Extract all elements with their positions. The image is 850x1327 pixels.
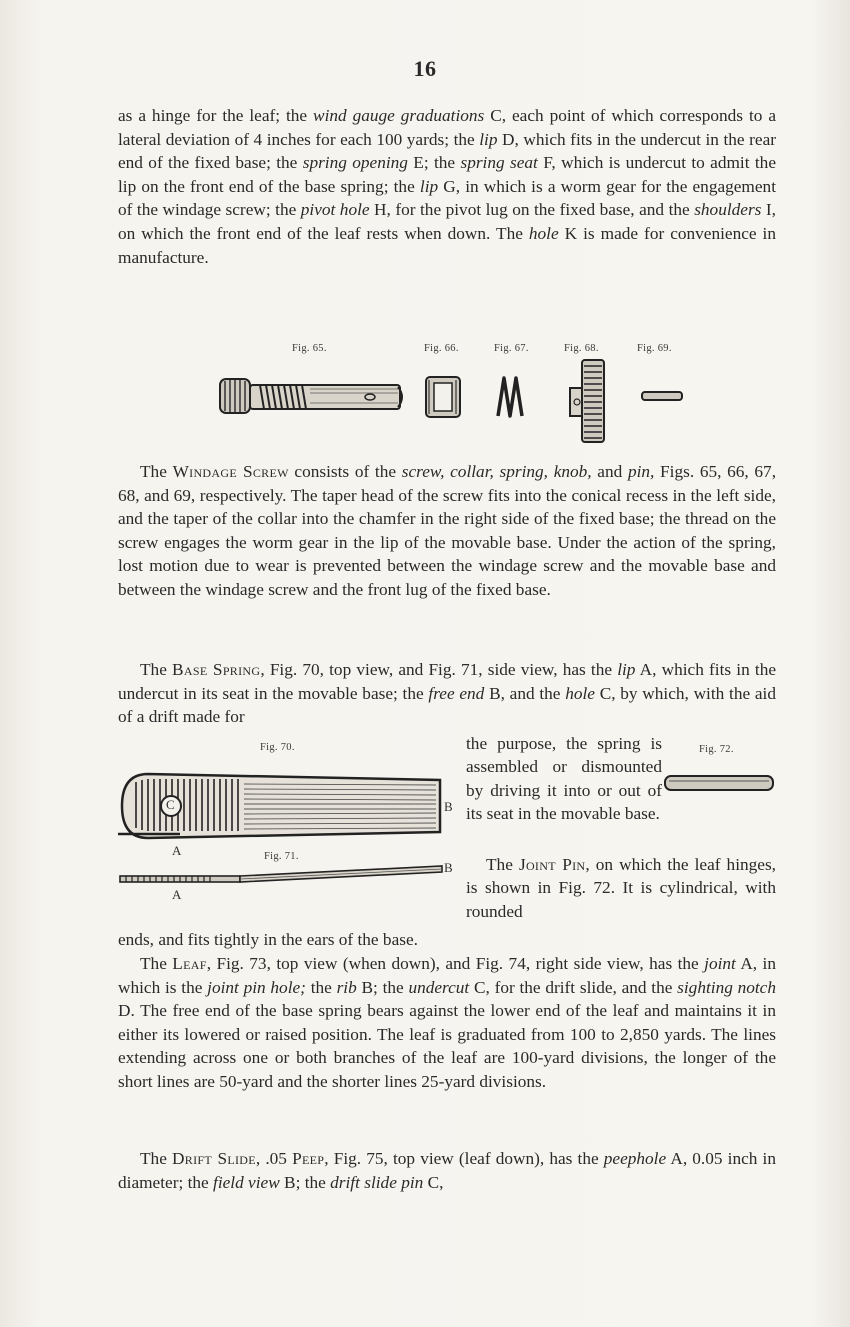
- paragraph-joint-pin-continued: ends, and fits tightly in the ears of the base.: [118, 930, 418, 949]
- italic-term: lip: [419, 176, 439, 196]
- italic-term: hole: [565, 683, 595, 703]
- italic-term: spring opening: [302, 153, 408, 173]
- caption-fig-65: Fig. 65.: [292, 343, 327, 354]
- italic-term: pivot hole: [300, 200, 370, 220]
- base-spring-side-view-illustration: [118, 862, 450, 888]
- pin-illustration: [640, 390, 686, 404]
- label-b-side: B: [444, 860, 453, 875]
- text-run: G, in which is a worm gear for the engagement of the windage screw; the: [118, 176, 776, 220]
- text-run: F, which is undercut to admit the lip on the front end of the base spring; the: [118, 153, 776, 196]
- caption-fig-70: Fig. 70.: [260, 742, 295, 753]
- small-caps-term: Drift Slide: [172, 1149, 256, 1168]
- text-run: The: [486, 855, 519, 874]
- small-caps-term: Windage Screw: [172, 462, 289, 481]
- text-run: consists of the: [288, 462, 402, 481]
- text-run: and: [591, 462, 628, 481]
- caption-fig-72: Fig. 72.: [699, 744, 734, 755]
- caption-fig-68: Fig. 68.: [564, 343, 599, 354]
- text-run: D, which fits in the undercut in the rear end of the fixed base; the: [118, 129, 776, 173]
- italic-term: joint pin hole;: [207, 977, 306, 997]
- knob-illustration: [568, 358, 608, 444]
- italic-term: hole: [528, 223, 559, 243]
- text-run: H, for the pivot lug on the fixed base, and the: [369, 200, 695, 220]
- paragraph-movable-base: [118, 104, 776, 269]
- text-run: B; the: [356, 977, 409, 997]
- text-run: , Fig. 70, top view, and Fig. 71, side view, has the: [260, 660, 618, 679]
- text-run: A, which fits in the undercut in its seat in the movable base; the: [118, 660, 777, 703]
- joint-pin-illustration: [663, 772, 777, 794]
- italic-term: spring seat: [460, 153, 538, 173]
- paragraph-leaf: [118, 952, 776, 1094]
- italic-term: lip: [479, 129, 498, 149]
- small-caps-term: Leaf: [172, 954, 207, 973]
- text-run: C, each point of which corresponds to a lateral deviation of 4 inches for each 100 yards; the: [118, 106, 776, 149]
- text-run: K is made for convenience in manufacture.: [118, 223, 776, 267]
- text-run: , Fig. 75, top view (leaf down), has the: [324, 1149, 604, 1168]
- collar-illustration: [424, 374, 464, 420]
- italic-term: screw, collar, spring, knob,: [401, 462, 592, 481]
- text-run: The: [140, 954, 173, 973]
- text-run: , Fig. 73, top view (when down), and Fig. 74, right side view, has the: [206, 954, 705, 973]
- caption-fig-69: Fig. 69.: [637, 343, 672, 354]
- text-run: Figs. 65, 66, 67, 68, and 69, respectively. The taper head of the screw fits into the conical recess in the left side, and the taper of the collar into the chamfer in the right side of the fixed base; the thread on the screw engages the worm gear in the lip of the movable base. Under the action of the spring, lost motion due to wear is prevented between the windage screw and the movable base and between the windage screw and the front lug of the fixed base.: [118, 462, 777, 599]
- text-run: C, by which, with the aid of a drift made for: [118, 683, 776, 727]
- windage-screw-illustration: [220, 375, 404, 419]
- small-caps-term: Base Spring: [172, 660, 261, 679]
- text-run: the: [305, 977, 337, 997]
- label-a-side: A: [172, 887, 182, 902]
- text-run: E; the: [407, 153, 461, 173]
- side-text-spring: the purpose, the spring is assembled or dismounted by driving it into or out of its seat in the movable base.: [466, 734, 662, 824]
- page-number: 16: [413, 56, 437, 81]
- side-text-joint-pin: [466, 853, 776, 923]
- small-caps-term: Peep: [292, 1149, 325, 1168]
- text-run: A, 0.05 inch in diameter; the: [118, 1149, 777, 1192]
- small-caps-term: Joint Pin: [518, 855, 586, 874]
- italic-term: wind gauge graduations: [313, 106, 485, 125]
- spring-illustration: [494, 374, 528, 420]
- text-run: as a hinge for the leaf; the: [118, 106, 314, 125]
- text-run: D. The free end of the base spring bears against the lower end of the leaf and maintains it in either its lowered or raised position. The leaf is graduated from 100 to 2,850 yards. The lines extending across one or both branches of the leaf are 100-yard divisions, the longer of the short lines are 50-yard and the shorter lines 25-yard divisions.: [118, 1001, 776, 1091]
- label-b-top: B: [444, 799, 453, 814]
- italic-term: sighting notch: [677, 977, 776, 997]
- text-run: B, and the: [484, 683, 566, 703]
- label-c: C: [166, 797, 175, 812]
- text-run: C, for the drift slide, and the: [469, 977, 678, 997]
- italic-term: drift slide pin: [330, 1172, 424, 1192]
- text-run: The: [140, 1149, 173, 1168]
- caption-fig-67: Fig. 67.: [494, 343, 529, 354]
- text-run: B; the: [279, 1172, 331, 1192]
- paragraph-windage-screw: [118, 460, 776, 602]
- text-run: The: [140, 462, 173, 481]
- italic-term: free end: [428, 683, 485, 703]
- label-a-top: A: [172, 843, 182, 858]
- paragraph-base-spring: [118, 658, 776, 729]
- text-run: , on which the leaf hinges, is shown in Fig. 72. It is cylindrical, with rounded: [466, 855, 776, 921]
- italic-term: joint: [704, 954, 736, 973]
- italic-term: pin,: [627, 462, 655, 481]
- text-run: A, in which is the: [118, 954, 776, 997]
- caption-fig-71: Fig. 71.: [264, 851, 299, 862]
- text-run: , .05: [255, 1149, 293, 1168]
- caption-fig-66: Fig. 66.: [424, 343, 459, 354]
- italic-term: field view: [213, 1172, 280, 1192]
- text-run: C,: [423, 1172, 444, 1192]
- paragraph-drift-slide: [118, 1147, 776, 1194]
- text-run: The: [140, 660, 173, 679]
- text-run: I, on which the front end of the leaf rests when down. The: [118, 200, 776, 243]
- italic-term: lip: [617, 660, 636, 679]
- italic-term: shoulders: [694, 200, 762, 220]
- italic-term: peephole: [603, 1149, 667, 1168]
- italic-term: rib: [336, 977, 357, 997]
- italic-term: undercut: [408, 977, 470, 997]
